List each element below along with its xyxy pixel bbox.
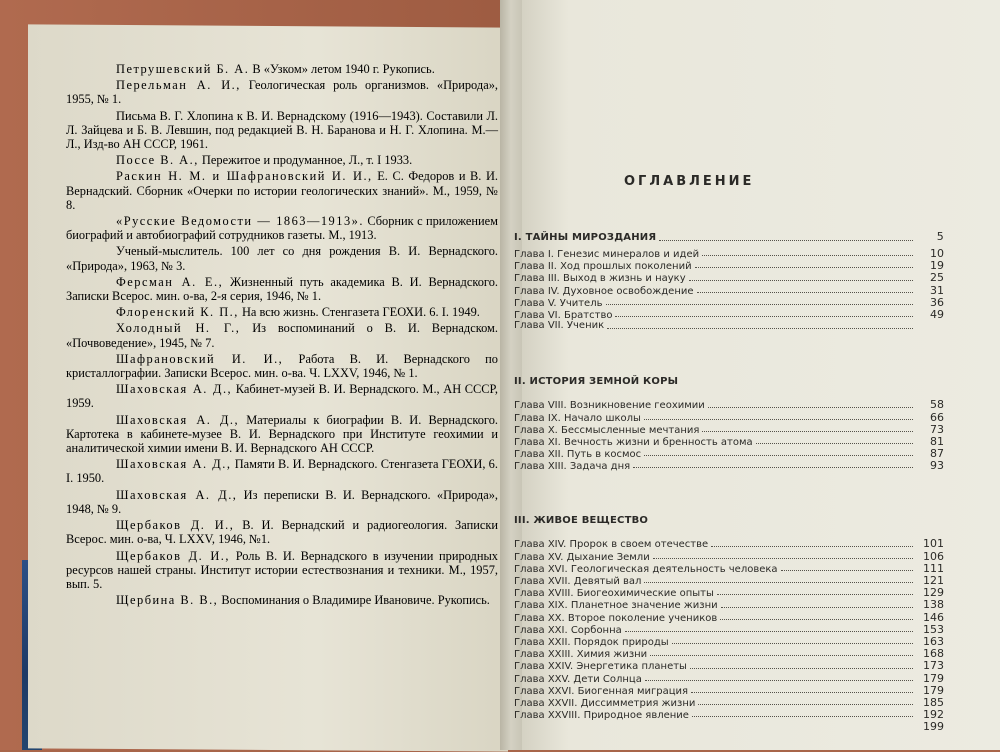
toc-chapter-row bbox=[514, 562, 944, 574]
chapter-title: Глава IV. Духовное освобождение bbox=[514, 285, 694, 297]
chapter-title: Глава X. Бессмысленные мечтания bbox=[514, 424, 700, 436]
entry-text: Пережитое и продуманное, Л., т. I 1933. bbox=[201, 153, 413, 168]
chapter-title: Глава XII. Путь в космос bbox=[514, 449, 642, 461]
toc-chapter-row bbox=[514, 696, 944, 708]
chapter-title: Глава XV. Дыхание Земли bbox=[514, 551, 650, 563]
toc-part-title bbox=[514, 515, 944, 529]
page-number: 121 bbox=[923, 574, 944, 587]
chapter-title: Глава VIII. Возникновение геохимии bbox=[514, 400, 705, 412]
entry-text: Жизненный путь академика В. И. Вернадского. Записки Всерос. мин. о-ва, 2-я серия, 1946, № 1. bbox=[66, 274, 498, 304]
toc-part-title bbox=[514, 230, 944, 244]
page-number: 199 bbox=[923, 720, 944, 734]
entry-author: Шафрановский И. И., bbox=[116, 351, 284, 366]
entry-author: «Русские Ведомости — 1863—1913». bbox=[116, 214, 364, 229]
bibliography-entry bbox=[66, 518, 498, 546]
bibliography-entry bbox=[66, 352, 498, 380]
chapter-title: Глава VII. Ученик bbox=[514, 320, 605, 332]
entry-author: Флоренский К. П., bbox=[116, 305, 239, 320]
chapter-title: Глава XIX. Планетное значение жизни bbox=[514, 600, 718, 612]
page-number: 163 bbox=[923, 634, 944, 648]
entry-text: На всю жизнь. Стенгазета ГЕОХИ. 6. I. 1949. bbox=[241, 305, 480, 320]
leader-dots bbox=[720, 619, 913, 620]
part-label: II. ИСТОРИЯ ЗЕМНОЙ КОРЫ bbox=[514, 376, 679, 388]
leader-dots bbox=[708, 407, 913, 408]
entry-text: В «Узком» летом 1940 г. Рукопись. bbox=[252, 62, 435, 76]
leader-dots bbox=[606, 304, 914, 305]
entry-author: Шаховская А. Д., bbox=[116, 412, 240, 427]
chapter-title: Глава XX. Второе поколение учеников bbox=[514, 612, 718, 624]
bibliography-entry bbox=[66, 244, 498, 272]
entry-text: Из переписки В. И. Вернадского. «Природа», 1948, № 9. bbox=[66, 487, 498, 516]
chapter-title: Глава XXVII. Диссимметрия жизни bbox=[514, 697, 696, 709]
entry-author: Шаховская А. Д., bbox=[116, 487, 238, 502]
entry-text: Работа В. И. Вернадского по кристаллографии. Записки Всерос. мин. о-ва. Ч. LXXV, 1946, № 1. bbox=[66, 351, 498, 381]
leader-dots bbox=[698, 704, 913, 705]
entry-text: Письма В. Г. Хлопина к В. И. Вернадскому (1916—1943). Составили Л. Л. Зайцева и Б. В. Левшин, под редакцией В. Н. Баранова и Н. Г. Хлопина. М.—Л., Изд-во АН СССР, 1961. bbox=[66, 108, 498, 152]
leader-dots bbox=[691, 692, 913, 693]
leader-dots bbox=[644, 455, 913, 456]
chapter-title: Глава XXIV. Энергетика планеты bbox=[514, 661, 687, 673]
chapter-title: Глава XVII. Девятый вал bbox=[514, 576, 642, 587]
leader-dots bbox=[690, 668, 913, 669]
page-number: 179 bbox=[923, 683, 944, 697]
leader-dots bbox=[702, 431, 913, 432]
part-label: III. ЖИВОЕ ВЕЩЕСТВО bbox=[514, 515, 649, 527]
toc-chapter-row bbox=[514, 296, 944, 308]
toc-chapter-row bbox=[514, 435, 944, 447]
bibliography-entry bbox=[66, 305, 498, 319]
bibliography-entry bbox=[66, 169, 498, 212]
page-number: 81 bbox=[930, 434, 944, 448]
toc-chapter-row bbox=[514, 550, 944, 562]
leader-dots bbox=[672, 643, 913, 644]
bibliography-entry bbox=[66, 109, 498, 152]
part-label: I. ТАЙНЫ МИРОЗДАНИЯ bbox=[514, 232, 657, 243]
chapter-title: Глава I. Генезис минералов и идей bbox=[514, 249, 700, 260]
leader-dots bbox=[721, 607, 913, 608]
chapter-title: Глава III. Выход в жизнь и науку bbox=[514, 273, 686, 285]
toc-chapter-row bbox=[514, 684, 944, 696]
entry-author: Ферсман А. Е., bbox=[116, 274, 224, 289]
page-number: 73 bbox=[930, 422, 944, 436]
page-number: 31 bbox=[930, 283, 944, 297]
toc-chapter-row bbox=[514, 259, 944, 271]
entry-author: Щербина В. В., bbox=[116, 593, 219, 608]
leader-dots bbox=[711, 546, 913, 547]
leader-dots bbox=[781, 570, 913, 571]
page-number: 129 bbox=[923, 586, 944, 600]
leader-dots bbox=[644, 582, 913, 583]
chapter-title: Глава XXI. Сорбонна bbox=[514, 624, 622, 636]
entry-text: Воспоминания о Владимире Ивановиче. Рукопись. bbox=[221, 593, 490, 608]
page-number: 146 bbox=[923, 610, 944, 624]
page-number: 58 bbox=[930, 398, 944, 412]
leader-dots bbox=[692, 716, 913, 717]
entry-author: Щербаков Д. И., bbox=[116, 548, 230, 563]
toc-chapter-row bbox=[514, 623, 944, 635]
toc-chapter-row bbox=[514, 635, 944, 647]
page-number: 5 bbox=[936, 230, 944, 243]
entry-text: В. И. Вернадский и радиогеология. Записки Всерос. мин. о-ва, Ч. LXXV, 1946, №1. bbox=[66, 518, 498, 547]
entry-text: Ученый-мыслитель. 100 лет со дня рождения В. И. Вернадского. «Природа», 1963, № 3. bbox=[66, 244, 498, 273]
entry-text: Кабинет-музей В. И. Вернадского. М., АН СССР, 1959. bbox=[66, 382, 498, 411]
chapter-title: Глава VI. Братство bbox=[514, 309, 613, 321]
leader-dots bbox=[756, 443, 913, 444]
entry-author: Перельман А. И., bbox=[116, 78, 241, 93]
toc-chapter-row bbox=[514, 598, 944, 610]
toc-chapter-row bbox=[514, 320, 944, 332]
chapter-title: Глава XXVIII. Природное явление bbox=[514, 710, 689, 722]
leader-dots bbox=[633, 467, 913, 468]
toc-title: ОГЛАВЛЕНИЕ bbox=[624, 174, 755, 189]
page-number: 168 bbox=[923, 647, 944, 661]
toc-chapter-row bbox=[514, 308, 944, 320]
toc-chapter-row bbox=[514, 284, 944, 296]
entry-author: Раскин Н. М. и Шафрановский И. И., bbox=[116, 169, 373, 184]
bibliography-entry bbox=[66, 457, 498, 485]
page-number: 25 bbox=[930, 271, 944, 285]
entry-text: Е. С. Федоров и В. И. Вернадский. Сборник «Очерки по истории геологических знаний». М., 1959, № 8. bbox=[66, 169, 498, 212]
chapter-title: Глава XXII. Порядок природы bbox=[514, 636, 669, 648]
toc-part-title bbox=[514, 376, 944, 390]
entry-author: Холодный Н. Г., bbox=[116, 321, 241, 336]
page-number: 192 bbox=[923, 708, 944, 722]
leader-dots bbox=[650, 655, 913, 656]
page-number: 138 bbox=[923, 598, 944, 612]
table-of-contents bbox=[514, 230, 944, 732]
toc-chapter-row bbox=[514, 271, 944, 283]
toc-chapter-row bbox=[514, 586, 944, 598]
bibliography-entry bbox=[66, 62, 498, 76]
entry-author: Щербаков Д. И., bbox=[116, 518, 235, 533]
page-number: 173 bbox=[923, 659, 944, 673]
page-number: 19 bbox=[930, 259, 944, 273]
toc-chapter-row bbox=[514, 411, 944, 423]
page-number: 153 bbox=[923, 622, 944, 636]
bibliography-entry bbox=[66, 488, 498, 516]
page-number: 101 bbox=[923, 537, 944, 551]
leader-dots bbox=[644, 419, 913, 420]
entry-text: Сборник с приложением биографий и автобиографий сотрудников газеты. М., 1913. bbox=[66, 214, 498, 243]
page-number: 93 bbox=[930, 459, 944, 473]
page-number: 66 bbox=[930, 410, 944, 424]
toc-chapter-row bbox=[514, 247, 944, 259]
leader-dots bbox=[607, 328, 913, 329]
bibliography-entry bbox=[66, 382, 498, 410]
chapter-title: Глава II. Ход прошлых поколений bbox=[514, 261, 692, 273]
page-number: 49 bbox=[930, 307, 944, 321]
chapter-title: Глава XXIII. Химия жизни bbox=[514, 649, 648, 661]
bibliography-entry bbox=[66, 275, 498, 303]
toc-chapter-row bbox=[514, 647, 944, 659]
toc-chapter-row bbox=[514, 459, 944, 471]
bibliography-list bbox=[66, 62, 498, 609]
entry-text: Из воспоминаний о В. И. Вернадском. «Почвоведение», 1945, № 7. bbox=[66, 321, 498, 350]
leader-dots bbox=[697, 292, 913, 293]
entry-author: Петрушевский Б. А. bbox=[116, 62, 250, 76]
chapter-title: Глава IX. Начало школы bbox=[514, 412, 641, 424]
chapter-title: Глава XXV. Дети Солнца bbox=[514, 673, 642, 685]
bibliography-entry bbox=[66, 413, 498, 456]
bibliography-entry bbox=[66, 214, 498, 242]
leader-dots bbox=[625, 631, 913, 632]
page-number: 36 bbox=[930, 295, 944, 309]
leader-dots bbox=[717, 594, 913, 595]
entry-author: Поссе В. А., bbox=[116, 153, 199, 168]
page-number: 185 bbox=[923, 695, 944, 709]
entry-text: Памяти В. И. Вернадского. Стенгазета ГЕОХИ, 6. I. 1950. bbox=[66, 457, 498, 486]
chapter-title: Глава XVIII. Биогеохимические опыты bbox=[514, 588, 714, 600]
leader-dots bbox=[702, 255, 913, 256]
toc-chapter-row bbox=[514, 720, 944, 732]
leader-dots bbox=[659, 240, 913, 241]
entry-text: Материалы к биографии В. И. Вернадского. Картотека в кабинете-музее В. И. Вернадского при Институте геохимии и аналитической химии имени В. И. Вернадского АН СССР. bbox=[66, 412, 498, 456]
toc-chapter-row bbox=[514, 659, 944, 671]
bibliography-entry bbox=[66, 593, 498, 607]
leader-dots bbox=[645, 680, 913, 681]
chapter-title: Глава V. Учитель bbox=[514, 297, 603, 309]
bibliography-entry bbox=[66, 549, 498, 592]
page-number: 179 bbox=[923, 671, 944, 685]
toc-chapter-row bbox=[514, 423, 944, 435]
chapter-title: Глава XI. Вечность жизни и бренность атома bbox=[514, 436, 753, 448]
leader-dots bbox=[615, 316, 913, 317]
leader-dots bbox=[689, 280, 913, 281]
leader-dots bbox=[653, 558, 913, 559]
page-number: 111 bbox=[923, 561, 944, 575]
page-number: 87 bbox=[930, 447, 944, 461]
toc-chapter-row bbox=[514, 708, 944, 720]
page-number: 10 bbox=[930, 247, 944, 260]
toc-chapter-row bbox=[514, 611, 944, 623]
toc-chapter-row bbox=[514, 574, 944, 586]
entry-author: Шаховская А. Д., bbox=[116, 382, 233, 397]
bibliography-entry bbox=[66, 78, 498, 106]
leader-dots bbox=[695, 267, 913, 268]
entry-text: Геологическая роль организмов. «Природа», 1955, № 1. bbox=[66, 78, 498, 107]
toc-chapter-row bbox=[514, 672, 944, 684]
toc-chapter-row bbox=[514, 447, 944, 459]
page-number: 106 bbox=[923, 549, 944, 563]
chapter-title: Глава XVI. Геологическая деятельность человека bbox=[514, 563, 778, 575]
entry-author: Шаховская А. Д., bbox=[116, 457, 232, 472]
toc-chapter-row bbox=[514, 537, 944, 549]
bibliography-entry bbox=[66, 153, 498, 167]
entry-text: Роль В. И. Вернадского в изучении природных ресурсов нашей страны. Институт истории естествознания и техники. М., 1957, вып. 5. bbox=[66, 548, 498, 591]
toc-chapter-row bbox=[514, 398, 944, 410]
chapter-title: Глава XIII. Задача дня bbox=[514, 461, 631, 473]
bibliography-entry bbox=[66, 321, 498, 349]
chapter-title: Глава XIV. Пророк в своем отечестве bbox=[514, 539, 709, 551]
chapter-title: Глава XXVI. Биогенная миграция bbox=[514, 685, 689, 697]
